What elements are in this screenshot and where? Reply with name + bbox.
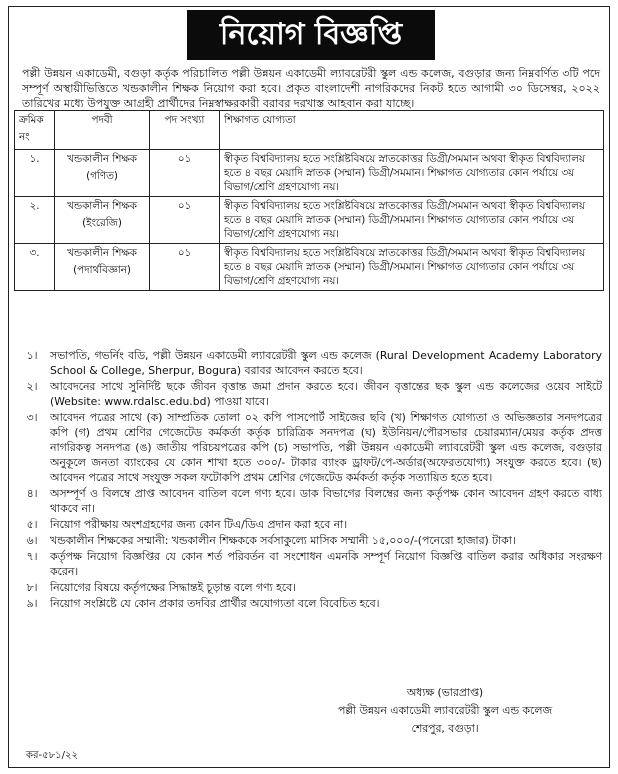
row-qualification: স্বীকৃত বিশ্ববিদ্যালয় হতে সংশ্লিষ্টবিষয়ে স্নাতকোত্তর ডিগ্রী/সমমান অথবা স্বীকৃত বিশ্ববিদ্যালয় হতে ৪ বছর মেয়াদি স্নাতক (সম্মান) ডিগ্রী/সমমান। শিক্ষাগত যোগ্যতার কোন পর্যায়ে ৩য় বিভাগ/শ্রেণি গ্রহণযোগ্য নয়। xyxy=(220,150,604,197)
item-text: কর্তৃপক্ষ নিয়োগ বিজ্ঞপ্তির যে কোন শর্ত পরিবর্তন বা সংশোধন এমনকি সম্পূর্ণ নিয়োগ বিজ্ঞপ্তি বাতিল করার অধিকার সংরক্ষণ করেন। xyxy=(50,550,602,578)
item-number: ৪। xyxy=(26,487,38,500)
row-post: খন্ডকালীন শিক্ষক (গণিত) xyxy=(55,150,150,197)
item-text: আবেদনের সাথে সুনির্দিষ্ট ছকে জীবন বৃত্তান্ত জমা প্রদান করতে হবে। জীবন বৃত্তান্তের ছক স্কুল এন্ড কলেজের ওয়েব সাইটে (Website: www.rdalsc.edu.bd) পাওয়া যাবে। xyxy=(50,380,602,408)
signatory-institution: পল্লী উন্নয়ন একাডেমী ল্যাবরেটরী স্কুল এন্ড কলেজ xyxy=(337,704,553,717)
header-serial: ক্রমিক নং xyxy=(15,111,55,150)
list-item xyxy=(14,596,602,611)
row-qualification: স্বীকৃত বিশ্ববিদ্যালয় হতে সংশ্লিষ্টবিষয়ে স্নাতকোত্তর ডিগ্রী/সমমান অথবা স্বীকৃত বিশ্ববিদ্যালয় হতে ৪ বছর মেয়াদি স্নাতক (সম্মান) ডিগ্রী/সমমান। শিক্ষাগত যোগ্যতার কোন পর্যায়ে ৩য় বিভাগ/শ্রেণি গ্রহণযোগ্য নয়। xyxy=(220,244,604,291)
item-number: ৬। xyxy=(26,534,38,547)
row-count: ০১ xyxy=(150,150,220,197)
list-item xyxy=(14,517,602,532)
list-item xyxy=(14,486,602,516)
header-post: পদবী xyxy=(55,111,150,150)
row-qualification: স্বীকৃত বিশ্ববিদ্যালয় হতে সংশ্লিষ্টবিষয়ে স্নাতকোত্তর ডিগ্রী/সমমান অথবা স্বীকৃত বিশ্ববিদ্যালয় হতে ৪ বছর মেয়াদি স্নাতক (সম্মান) ডিগ্রী/সমমান। শিক্ষাগত যোগ্যতার কোন পর্যায়ে ৩য় বিভাগ/শ্রেণি গ্রহণযোগ্য নয়। xyxy=(220,197,604,244)
signatory-designation: অধ্যক্ষ (ভারপ্রাপ্ত) xyxy=(406,686,484,699)
table-row xyxy=(15,197,604,244)
header-qualification: শিক্ষাগত যোগ্যতা xyxy=(220,111,604,150)
vacancy-table xyxy=(14,110,604,291)
intro-paragraph: পল্লী উন্নয়ন একাডেমী, বগুড়া কর্তৃক পরিচালিত পল্লী উন্নয়ন একাডেমী ল্যাবরেটরী স্কুল এন্ড কলেজ, বগুড়ার জন্য নিম্নবর্ণিত ৩টি পদে সম্পূর্ণ অস্থায়ীভিত্তিতে খন্ডকালীন শিক্ষক নিয়োগ করা হবে। প্রকৃত বাংলাদেশী নাগরিকদের নিকট হতে আগামী ৩০ ডিসেম্বর, ২০২২ তারিখের মধ্যে উপযুক্ত আগ্রহী প্রার্থীদের নিম্নস্বাক্ষরকারী বরাবর দরখাস্ত আহবান করা যাচ্ছে। xyxy=(22,67,600,110)
row-serial: ৩. xyxy=(15,244,55,291)
item-text: আবেদন পত্রের সাথে (ক) সাম্প্রতিক তোলা ০২ কপি পাসপোর্ট সাইজের ছবি (খ) শিক্ষাগত যোগ্যতা ও অভিজ্ঞতার সনদপত্রের কপি (গ) প্রথম শ্রেণির গেজেটেড কর্মকর্তা কর্তৃক চারিত্রিক সনদপত্র (ঘ) ইউনিয়ন/পৌরসভার চেয়ারম্যান/মেয়র কর্তৃক প্রদত্ত নাগরিকত্ব সনদপত্র (ঙ) জাতীয় পরিচয়পত্রের কপি (চ) সভাপতি, পল্লী উন্নয়ন একাডেমী ল্যাবরেটরী স্কুল এন্ড কলেজ, বগুড়ার অনুকূলে জনতা ব্যাংকের যে কোন শাখা হতে ৩০০/- টাকার ব্যাংক ড্রাফট/পে-অর্ডার(অফেরতযোগ্য) সংযুক্ত করতে হবে। (ছ) আবেদন পত্রের সাথে সংযুক্ত সকল ফটোকপি প্রথম শ্রেণির গেজেটেড কর্মকর্তা কর্তৃক সত্যায়িত হতে হবে। xyxy=(50,411,602,484)
item-number: ৭। xyxy=(26,550,38,563)
row-serial: ২. xyxy=(15,197,55,244)
signatory-location: শেরপুর, বগুড়া। xyxy=(411,722,479,735)
item-number: ৫। xyxy=(26,518,38,531)
page-title: নিয়োগ বিজ্ঞপ্তি xyxy=(187,10,435,60)
item-number: ৮। xyxy=(26,581,38,594)
list-item xyxy=(14,580,602,595)
item-number: ৩। xyxy=(26,411,38,424)
table-header-row xyxy=(15,111,604,150)
row-serial: ১. xyxy=(15,150,55,197)
table-row xyxy=(15,244,604,291)
list-item xyxy=(14,549,602,579)
row-post: খন্ডকালীন শিক্ষক (ইংরেজি) xyxy=(55,197,150,244)
list-item xyxy=(14,379,602,409)
memo-number: কর-৫৮১/২২ xyxy=(26,750,78,761)
table-row xyxy=(15,150,604,197)
item-number: ৯। xyxy=(26,597,38,610)
list-item xyxy=(14,348,602,378)
row-post: খন্ডকালীন শিক্ষক (পদার্থবিজ্ঞান) xyxy=(55,244,150,291)
item-text: নিয়োগ পরীক্ষায় অংশগ্রহণের জন্য কোন টিএ/ডিএ প্রদান করা হবে না। xyxy=(50,518,348,531)
item-text: খন্ডকালীন শিক্ষকের সম্মানী: খন্ডকালীন শিক্ষককে সর্বসাকুল্যে মাসিক সম্মানী ১৫,০০০/-(পনেরো হাজার) টাকা। xyxy=(50,534,516,547)
conditions-list xyxy=(14,348,602,612)
list-item xyxy=(14,410,602,485)
header-count: পদ সংখ্যা xyxy=(150,111,220,150)
item-text: সভাপতি, গভর্নিং বডি, পল্লী উন্নয়ন একাডেমী ল্যাবরেটরী স্কুল এন্ড কলেজ (Rural Development Academy Laboratory School & College, Sherpur, Bogura) বরাবর আবেদন করতে হবে। xyxy=(50,349,602,377)
item-number: ১। xyxy=(26,349,38,362)
item-text: নিয়োগ সংশ্লিষ্টে যে কোন প্রকার তদবির প্রার্থীর অযোগ্যতা বলে বিবেচিত হবে। xyxy=(50,597,380,610)
item-number: ২। xyxy=(26,380,38,393)
item-text: অসম্পূর্ণ ও বিলম্বে প্রাপ্ত আবেদন বাতিল বলে গণ্য হবে। ডাক বিভাগের বিলম্বের জন্য কর্তৃপক্ষ কোন আবেদন গ্রহণ করতে বাধ্য থাকবে না। xyxy=(50,487,602,515)
item-text: নিয়োগের বিষয়ে কর্তৃপক্ষের সিদ্ধান্তই চূড়ান্ত বলে গণ্য হবে। xyxy=(50,581,296,594)
row-count: ০১ xyxy=(150,244,220,291)
signature-block xyxy=(325,684,565,738)
list-item xyxy=(14,533,602,548)
row-count: ০১ xyxy=(150,197,220,244)
